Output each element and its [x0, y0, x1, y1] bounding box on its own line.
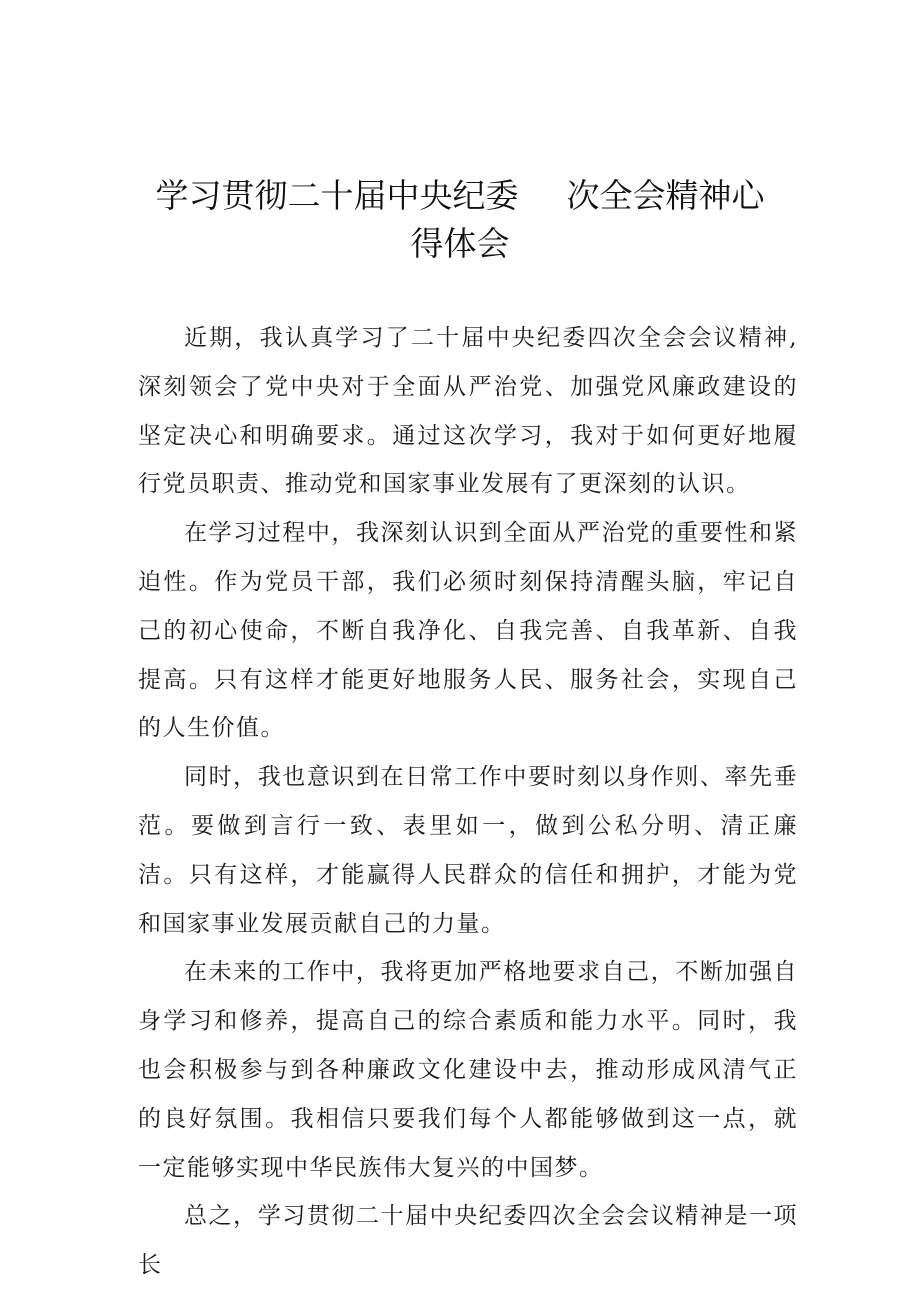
title-part-2: 次全会精神心 — [566, 176, 765, 215]
paragraph-3: 同时，我也意识到在日常工作中要时刻以身作则、率先垂范。要做到言行一致、表里如一，做到公私分明、清正廉洁。只有这样，才能赢得人民群众的信任和拥护，才能为党和国家事业发展贡献自己的力量。 — [138, 764, 798, 937]
document-body — [138, 314, 798, 1290]
title-part-1: 学习贯彻二十届中央纪委 — [155, 176, 519, 215]
document-title-line-1 — [0, 174, 920, 218]
paragraph-4: 在未来的工作中，我将更加严格地要求自己，不断加强自身学习和修养，提高自己的综合素质和能力水平。同时，我也会积极参与到各种廉政文化建设中去，推动形成风清气正的良好氛围。我相信只要我们每个人都能够做到这一点，就一定能够实现中华民族伟大复兴的中国梦。 — [138, 959, 798, 1181]
paragraph-5: 总之，学习贯彻二十届中央纪委四次全会会议精神是一项长 — [138, 1203, 798, 1279]
document-title-line-2: 得体会 — [410, 224, 510, 263]
paragraph-2: 在学习过程中，我深刻认识到全面从严治党的重要性和紧迫性。作为党员干部，我们必须时刻保持清醒头脑，牢记自己的初心使命，不断自我净化、自我完善、自我革新、自我提高。只有这样才能更好地服务人民、服务社会，实现自己的人生价值。 — [138, 520, 798, 742]
paragraph-1: 近期，我认真学习了二十届中央纪委四次全会会议精神,深刻领会了党中央对于全面从严治党、加强党风廉政建设的坚定决心和明确要求。通过这次学习，我对于如何更好地履行党员职责、推动党和国家事业发展有了更深刻的认识。 — [138, 325, 798, 498]
